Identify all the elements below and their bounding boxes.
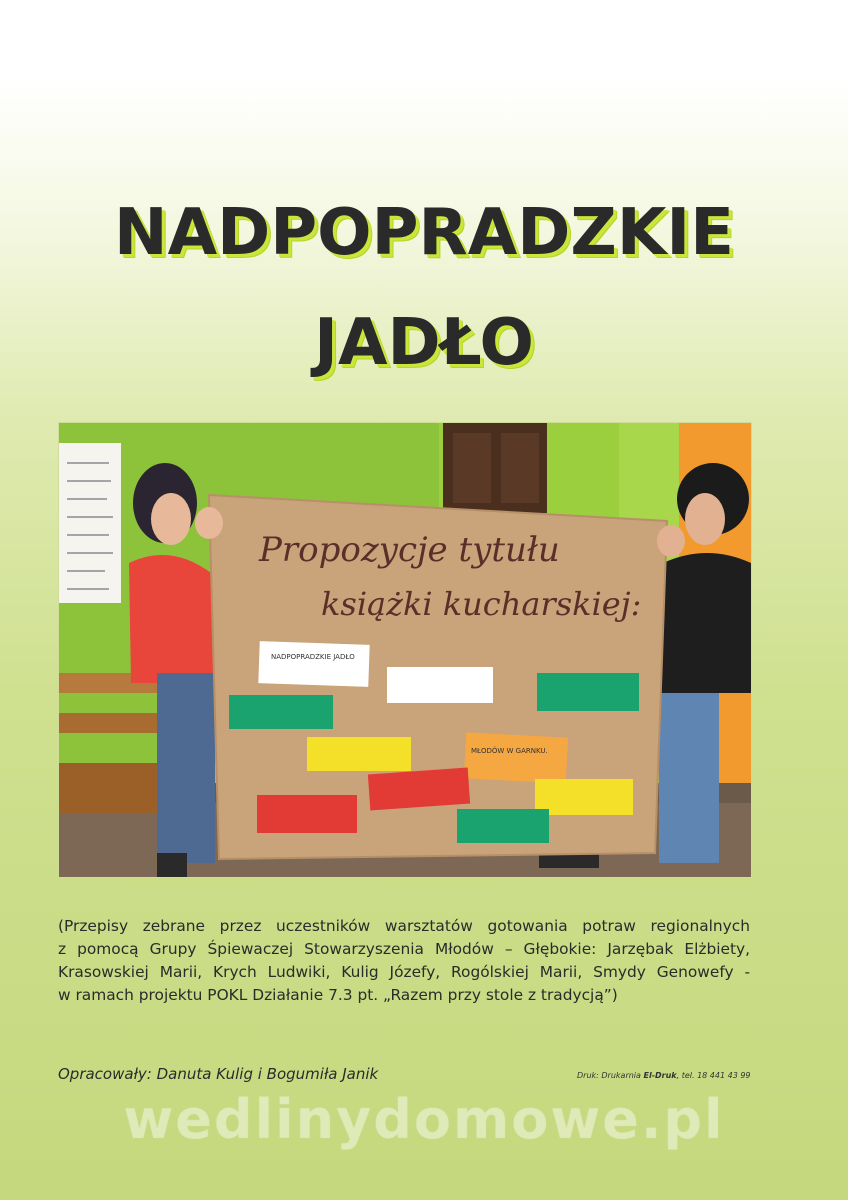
watermark: wedlinydomowe.pl — [123, 1088, 725, 1151]
card-white-1 — [258, 641, 369, 687]
card-green-3 — [457, 809, 549, 843]
card-red-2 — [257, 795, 357, 833]
printer-prefix: Druk: Drukarnia — [577, 1071, 644, 1080]
cover-photo — [58, 422, 752, 878]
card-white-2 — [387, 667, 493, 703]
title-line-2: JADŁO — [314, 306, 534, 380]
card-yellow-1 — [307, 737, 411, 771]
sheet-heading-line2: książki kucharskiej: — [321, 585, 642, 623]
printer-suffix: , tel. 18 441 43 99 — [676, 1071, 751, 1080]
sheet-heading-line1: Propozycje tytułu — [259, 530, 560, 570]
card-green-2 — [229, 695, 333, 729]
title-line-1: NADPOPRADZKIE — [114, 196, 734, 270]
card-green-1 — [537, 673, 639, 711]
authors: Opracowały: Danuta Kulig i Bogumiła Janik — [58, 1065, 379, 1083]
printer-info — [577, 1071, 751, 1080]
card-red-1 — [368, 768, 470, 811]
card-yellow-2 — [535, 779, 633, 815]
description — [58, 915, 750, 1007]
description-line-2: z pomocą Grupy Śpiewaczej Stowarzyszenia Młodów – Głębokie: Jarzębak Elżbiety, — [58, 940, 750, 958]
description-line-1: (Przepisy zebrane przez uczestników warsztatów gotowania potraw regionalnych — [58, 917, 750, 935]
card-orange-1 — [464, 732, 568, 783]
svg-text:MŁODÓW W GARNKU.: MŁODÓW W GARNKU. — [471, 747, 548, 755]
description-line-4: w ramach projektu POKL Działanie 7.3 pt. „Razem przy stole z tradycją”) — [58, 986, 618, 1004]
printer-name: El-Druk — [643, 1071, 677, 1080]
svg-text:NADPOPRADZKIE JADŁO: NADPOPRADZKIE JADŁO — [271, 653, 355, 661]
description-line-3: Krasowskiej Marii, Krych Ludwiki, Kulig Józefy, Rogólskiej Marii, Smydy Genowefy - — [58, 963, 750, 981]
